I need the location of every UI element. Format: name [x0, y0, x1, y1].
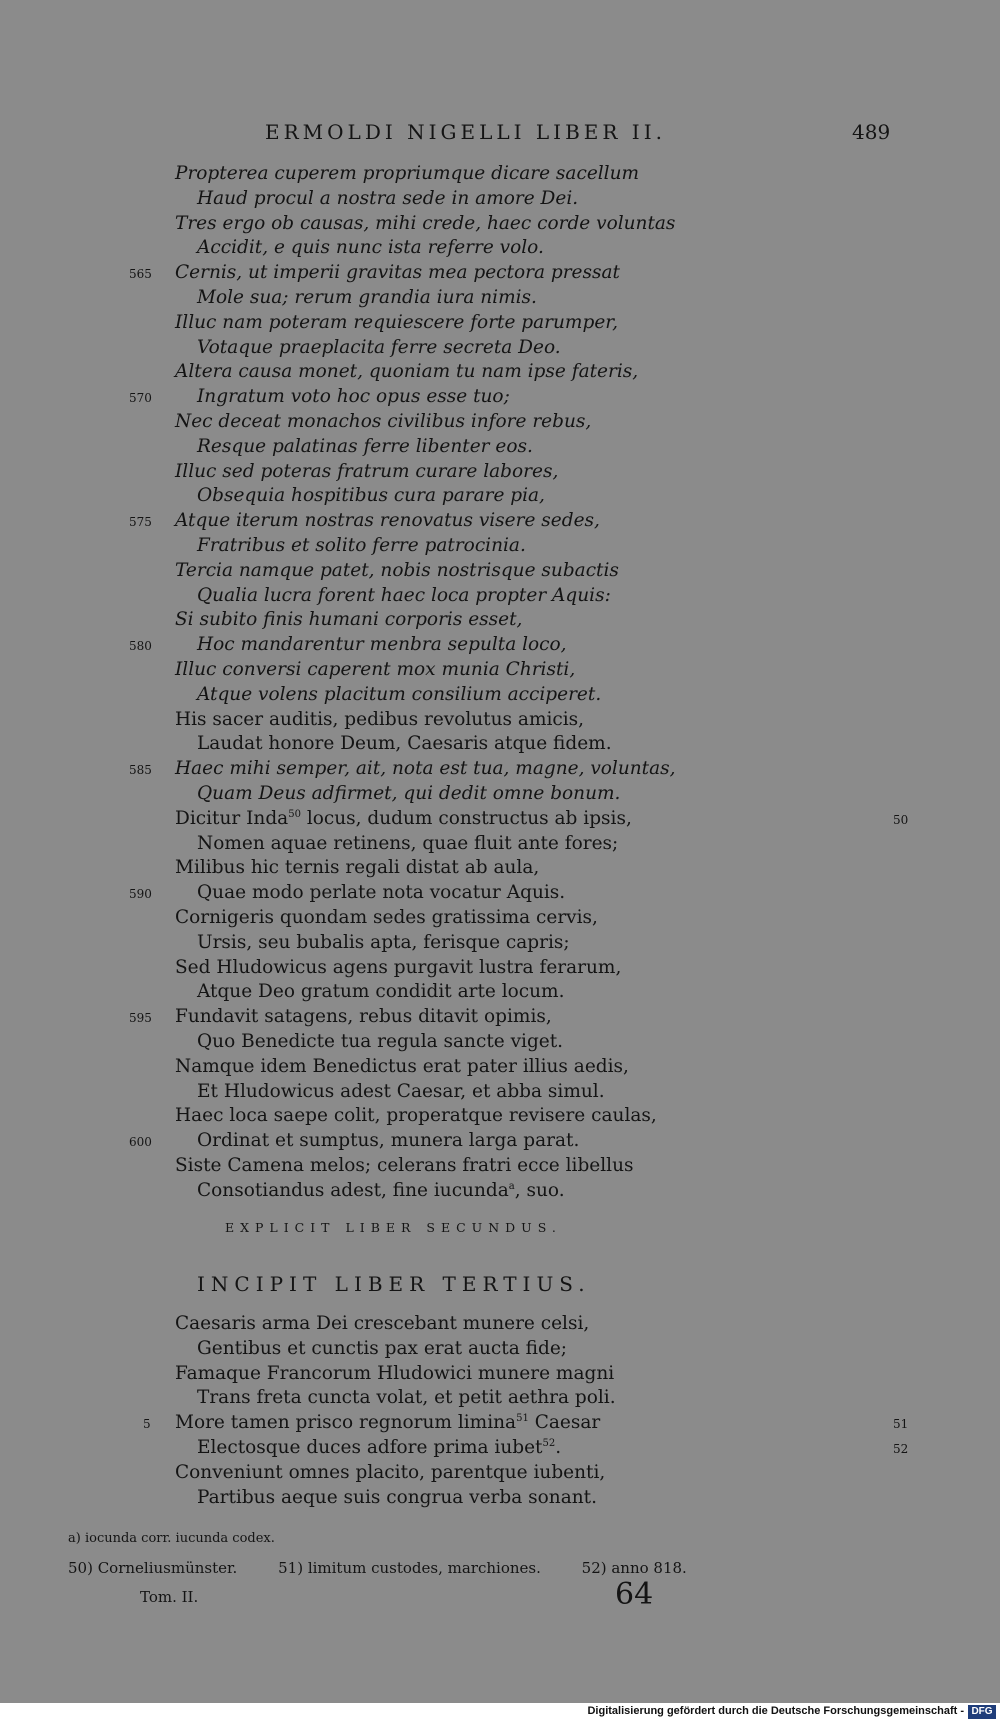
verse-line	[197, 187, 578, 211]
verse-text: Resque palatinas ferre libenter eos.	[197, 435, 533, 457]
verse-text: Fundavit satagens, rebus ditavit opimis,	[175, 1006, 552, 1028]
line-number: 570	[129, 391, 152, 406]
verse-text: Nomen aquae retinens, quae fluit ante fores;	[197, 832, 619, 854]
line-number: 5	[143, 1417, 151, 1432]
footnote-a: a) iocunda corr. iucunda codex.	[68, 1531, 275, 1546]
verse-text: Partibus aeque suis congrua verba sonant.	[197, 1486, 597, 1508]
verse-text: Haud procul a nostra sede in amore Dei.	[197, 187, 579, 209]
explicit-line: EXPLICIT LIBER SECUNDUS.	[225, 1220, 562, 1235]
line-number: 575	[129, 515, 152, 530]
verse-text: Haec mihi semper, ait, nota est tua, magne, voluntas,	[175, 758, 676, 780]
verse-line	[197, 1436, 561, 1460]
page-number: 489	[852, 120, 891, 144]
footnote-ref: 50	[288, 808, 301, 820]
incipit-heading: INCIPIT LIBER TERTIUS.	[197, 1272, 591, 1296]
verse-text: Illuc nam poteram requiescere forte parumper,	[175, 311, 618, 333]
verse-line	[175, 1362, 614, 1386]
volume-mark: Tom. II.	[140, 1588, 199, 1606]
verse-line	[175, 460, 558, 484]
verse-text: Famaque Francorum Hludowici munere magni	[175, 1362, 615, 1384]
verse-text: Ursis, seu bubalis apta, ferisque capris;	[197, 931, 570, 953]
verse-line	[197, 385, 510, 409]
verse-text: Ordinat et sumptus, munera larga parat.	[197, 1130, 580, 1152]
verse-line	[175, 708, 584, 732]
verse-line	[197, 1179, 565, 1203]
verse-text: Hoc mandarentur menbra sepulta loco,	[197, 634, 567, 656]
verse-text: Mole sua; rerum grandia iura nimis.	[197, 287, 537, 308]
verse-text: Conveniunt omnes placito, parentque iubenti,	[175, 1461, 606, 1483]
verse-line	[175, 856, 539, 880]
digitization-credit: Digitalisierung gefördert durch die Deutsche Forschungsgemeinschaft -	[587, 1705, 964, 1717]
footnote-ref: 51	[516, 1413, 529, 1425]
footnotes	[68, 1559, 723, 1577]
verse-line	[175, 311, 618, 335]
verse-text-continued: locus, dudum constructus ab ipsis,	[300, 807, 632, 829]
verse-line	[175, 212, 675, 236]
verse-text: More tamen prisco regnorum limina	[175, 1412, 517, 1434]
footnote-51: 51) limitum custodes, marchiones.	[278, 1559, 541, 1577]
verse-text-continued: , suo.	[514, 1179, 565, 1201]
verse-text: Illuc conversi caperent mox munia Christi,	[175, 659, 576, 680]
line-number: 565	[129, 267, 152, 282]
line-number: 590	[129, 887, 152, 902]
verse-text: Votaque praeplacita ferre secreta Deo.	[197, 336, 561, 358]
footnote-52: 52) anno 818.	[581, 1559, 687, 1577]
verse-line	[197, 236, 544, 260]
line-number: 600	[129, 1135, 152, 1150]
verse-line	[175, 1005, 552, 1029]
verse-line	[197, 832, 618, 856]
verse-text: Milibus hic ternis regali distat ab aula,	[175, 857, 540, 879]
verse-text: Fratribus et solito ferre patrocinia.	[197, 535, 526, 556]
line-number: 585	[129, 763, 152, 778]
verse-line	[175, 658, 575, 682]
verse-text: Illuc sed poteras fratrum curare labores,	[175, 460, 559, 482]
verse-text: Dicitur Inda	[175, 807, 289, 829]
digitization-banner	[0, 1703, 1000, 1722]
verse-text: Quae modo perlate nota vocatur Aquis.	[197, 882, 566, 904]
verse-text: Caesaris arma Dei crescebant munere celsi,	[175, 1313, 590, 1334]
verse-text: Atque volens placitum consilium acciperet.	[197, 683, 602, 705]
verse-line	[197, 881, 565, 905]
verse-line	[175, 608, 522, 632]
verse-line	[175, 1411, 600, 1435]
verse-line	[175, 1104, 657, 1128]
verse-text: Consotiandus adest, fine iucunda	[197, 1179, 509, 1201]
verse-line	[197, 336, 561, 360]
verse-line	[175, 807, 632, 831]
verse-text: Tercia namque patet, nobis nostrisque subactis	[175, 559, 619, 581]
verse-text: Tres ergo ob causas, mihi crede, haec corde voluntas	[175, 212, 676, 234]
verse-text: Laudat honore Deum, Caesaris atque fidem.	[197, 733, 612, 755]
verse-line	[197, 980, 564, 1004]
footnote-ref: 52	[542, 1438, 556, 1449]
verse-text: His sacer auditis, pedibus revolutus amicis,	[175, 708, 585, 730]
verse-line	[175, 1154, 634, 1178]
verse-line	[175, 956, 621, 980]
verse-text: Atque Deo gratum condidit arte locum.	[197, 981, 565, 1003]
verse-line	[197, 683, 601, 707]
verse-text: Quo Benedicte tua regula sancte viget.	[197, 1031, 564, 1052]
verse-line	[175, 1461, 605, 1485]
line-number: 580	[129, 639, 152, 654]
footnote-50: 50) Corneliusmünster.	[68, 1559, 238, 1577]
verse-line	[175, 1055, 629, 1079]
verse-line	[197, 534, 526, 558]
verse-line	[175, 559, 619, 583]
verse-text: Altera causa monet, quoniam tu nam ipse fateris,	[175, 361, 639, 383]
verse-text: Nec deceat monachos civilibus infore rebus,	[175, 411, 592, 432]
verse-text: Cernis, ut imperii gravitas mea pectora pressat	[175, 262, 620, 284]
line-number: 595	[129, 1011, 152, 1026]
verse-text: Ingratum voto hoc opus esse tuo;	[197, 386, 510, 408]
footnote-ref: a	[508, 1180, 515, 1192]
verse-line	[175, 162, 639, 186]
signature-mark: 64	[615, 1577, 654, 1612]
verse-line	[197, 931, 570, 955]
verse-line	[197, 1337, 567, 1361]
verse-line	[197, 1486, 597, 1510]
margin-note-ref: 50	[893, 812, 909, 827]
verse-text-continued: Caesar	[528, 1412, 601, 1434]
verse-line	[175, 906, 598, 930]
verse-line	[197, 584, 611, 608]
verse-text: Siste Camena melos; celerans fratri ecce libellus	[175, 1155, 634, 1176]
verse-line	[197, 435, 533, 459]
verse-line	[197, 1030, 563, 1054]
verse-line	[197, 484, 545, 508]
verse-text: Namque idem Benedictus erat pater illius aedis,	[175, 1055, 629, 1077]
verse-line	[197, 782, 620, 806]
verse-text: Atque iterum nostras renovatus visere sedes,	[175, 510, 600, 532]
verse-text: Gentibus et cunctis pax erat aucta fide;	[197, 1337, 567, 1359]
verse-text: Si subito finis humani corporis esset,	[175, 609, 523, 631]
verse-line	[197, 732, 612, 756]
verse-line	[197, 1080, 605, 1104]
verse-text: Quam Deus adfirmet, qui dedit omne bonum.	[197, 783, 621, 804]
verse-line	[197, 1386, 616, 1410]
verse-line	[175, 360, 638, 384]
verse-line	[197, 633, 567, 657]
verse-text: Obsequia hospitibus cura parare pia,	[197, 485, 545, 507]
margin-note-ref: 52	[893, 1442, 909, 1456]
running-header: ERMOLDI NIGELLI LIBER II.	[265, 120, 666, 144]
verse-text-continued: .	[555, 1437, 562, 1458]
dfg-logo: DFG	[968, 1705, 996, 1719]
verse-text: Qualia lucra forent haec loca propter Aquis:	[197, 584, 611, 606]
verse-text: Electosque duces adfore prima iubet	[197, 1437, 543, 1458]
verse-line	[175, 410, 591, 434]
verse-text: Accidit, e quis nunc ista referre volo.	[197, 237, 544, 259]
verse-text: Et Hludowicus adest Caesar, et abba simul.	[197, 1080, 605, 1102]
verse-line	[175, 261, 620, 285]
verse-line	[197, 1129, 579, 1153]
verse-line	[175, 1312, 589, 1336]
verse-line	[197, 286, 537, 310]
verse-text: Cornigeris quondam sedes gratissima cervis,	[175, 907, 598, 928]
verse-text: Haec loca saepe colit, properatque revisere caulas,	[175, 1105, 657, 1127]
verse-text: Propterea cuperem propriumque dicare sacellum	[175, 163, 640, 184]
verse-line	[175, 509, 600, 533]
verse-line	[175, 757, 676, 781]
margin-note-ref: 51	[893, 1417, 909, 1432]
verse-text: Sed Hludowicus agens purgavit lustra ferarum,	[175, 956, 622, 978]
verse-text: Trans freta cuncta volat, et petit aethra poli.	[197, 1387, 616, 1409]
